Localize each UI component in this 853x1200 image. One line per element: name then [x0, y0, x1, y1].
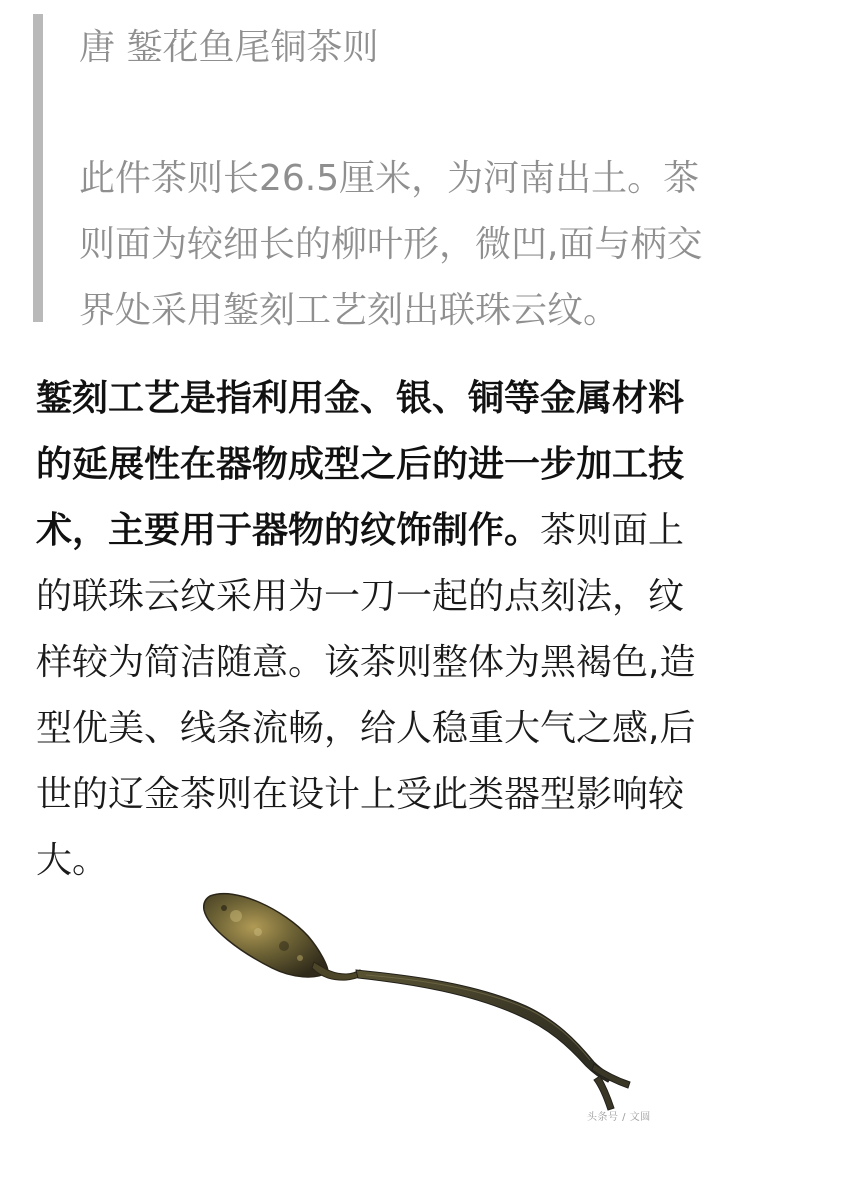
quote-line: 界处采用錾刻工艺刻出联珠云纹。: [79, 290, 620, 331]
quote-line: 此件茶则长26.5厘米，为河南出土。茶: [79, 158, 700, 199]
article-line-bold: 的延展性在器物成型之后的进一步加工技: [36, 444, 685, 485]
article-line: 世的辽金茶则在设计上受此类器型影响较: [36, 774, 685, 815]
article-paragraph: [36, 366, 826, 894]
article-line-bold-segment: 术，主要用于器物的纹饰制作。: [36, 510, 541, 551]
article-line: [36, 498, 826, 564]
quote-line: 则面为较细长的柳叶形，微凹,面与柄交: [79, 224, 703, 265]
quote-title: 唐 錾花鱼尾铜茶则: [79, 27, 379, 68]
watermark: 头条号 / 文圆: [587, 1112, 651, 1123]
article-line: 的联珠云纹采用为一刀一起的点刻法，纹: [36, 576, 685, 617]
tea-scoop-photo: [196, 880, 656, 1140]
article-line: 型优美、线条流畅，给人稳重大气之感,后: [36, 708, 696, 749]
tea-scoop-illustration: [196, 880, 656, 1140]
quote-body: [79, 146, 779, 344]
article-line: 样较为简洁随意。该茶则整体为黑褐色,造: [36, 642, 696, 683]
article-line: 大。: [36, 840, 109, 881]
blockquote: [33, 14, 793, 331]
article-line-segment: 茶则面上: [540, 510, 685, 551]
article-line-bold: 錾刻工艺是指利用金、银、铜等金属材料: [36, 378, 685, 419]
